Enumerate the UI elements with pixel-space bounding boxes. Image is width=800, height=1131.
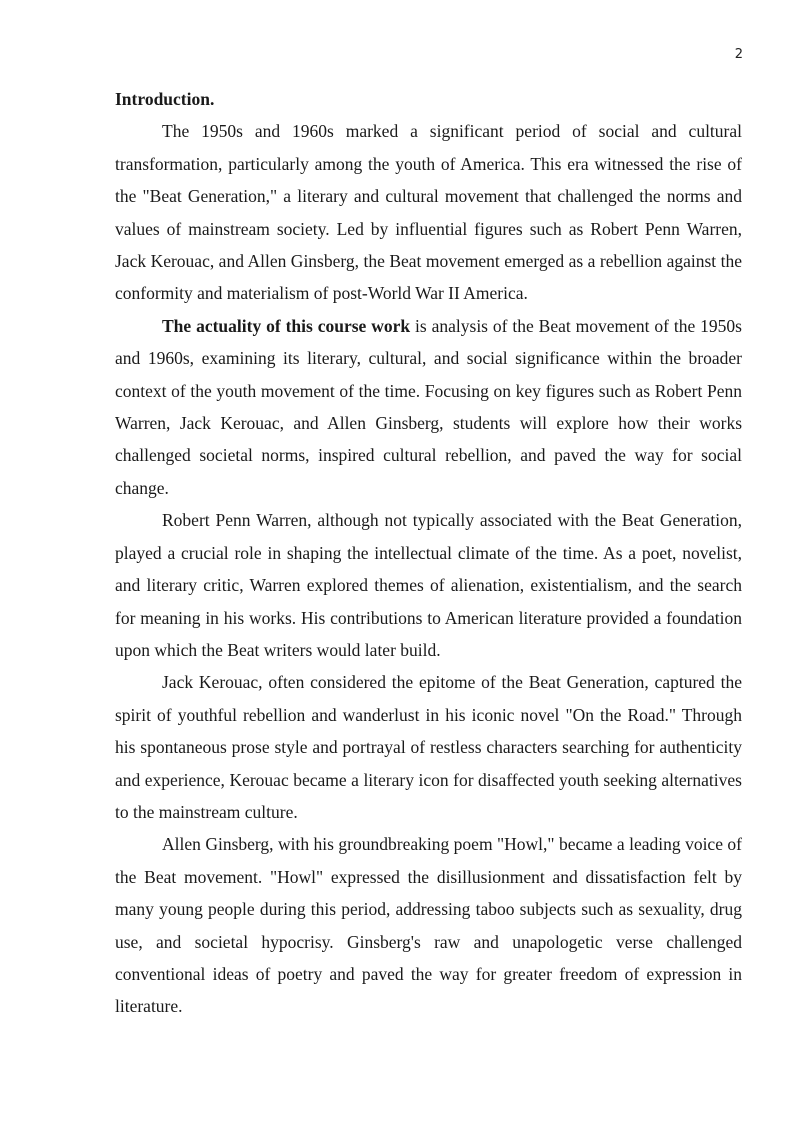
paragraph-intro	[115, 115, 742, 309]
paragraph-warren	[115, 504, 742, 666]
page-number: 2	[734, 47, 743, 62]
paragraph-kerouac	[115, 666, 742, 828]
paragraph-ginsberg	[115, 828, 742, 1022]
paragraph-text: is analysis of the Beat movement of the 1950s and 1960s, examining its literary, cultural, and social significance within the broader context of the youth movement of the time. Focusing on key figures such as Robert Penn Warren, Jack Kerouac, and Allen Ginsberg, students will explore how their works challenged societal norms, inspired cultural rebellion, and paved the way for social change.	[115, 315, 742, 498]
section-heading: Introduction.	[115, 89, 215, 109]
paragraph-text: Jack Kerouac, often considered the epitome of the Beat Generation, captured the spirit of youthful rebellion and wanderlust in his iconic novel "On the Road." Through his spontaneous prose style and portrayal of restless characters searching for authenticity and experience, Kerouac became a literary icon for disaffected youth seeking alternatives to the mainstream culture.	[115, 672, 742, 822]
paragraph-text: Robert Penn Warren, although not typically associated with the Beat Generation, played a crucial role in shaping the intellectual climate of the time. As a poet, novelist, and literary critic, Warren explored themes of alienation, existentialism, and the search for meaning in his works. His contributions to American literature provided a foundation upon which the Beat writers would later build.	[115, 510, 742, 660]
bold-lead-phrase: The actuality of this course work	[162, 315, 411, 336]
paragraph-text: The 1950s and 1960s marked a significant period of social and cultural transformation, particularly among the youth of America. This era witnessed the rise of the "Beat Generation," a literary and cultural movement that challenged the norms and values of mainstream society. Led by influential figures such as Robert Penn Warren, Jack Kerouac, and Allen Ginsberg, the Beat movement emerged as a rebellion against the conformity and materialism of post-World War II America.	[115, 121, 742, 304]
document-body	[115, 83, 742, 1023]
paragraph-actuality	[115, 310, 742, 504]
paragraph-text: Allen Ginsberg, with his groundbreaking poem "Howl," became a leading voice of the Beat movement. "Howl" expressed the disillusionment and dissatisfaction felt by many young people during this period, addressing taboo subjects such as sexuality, drug use, and societal hypocrisy. Ginsberg's raw and unapologetic verse challenged conventional ideas of poetry and paved the way for greater freedom of expression in literature.	[115, 834, 742, 1017]
